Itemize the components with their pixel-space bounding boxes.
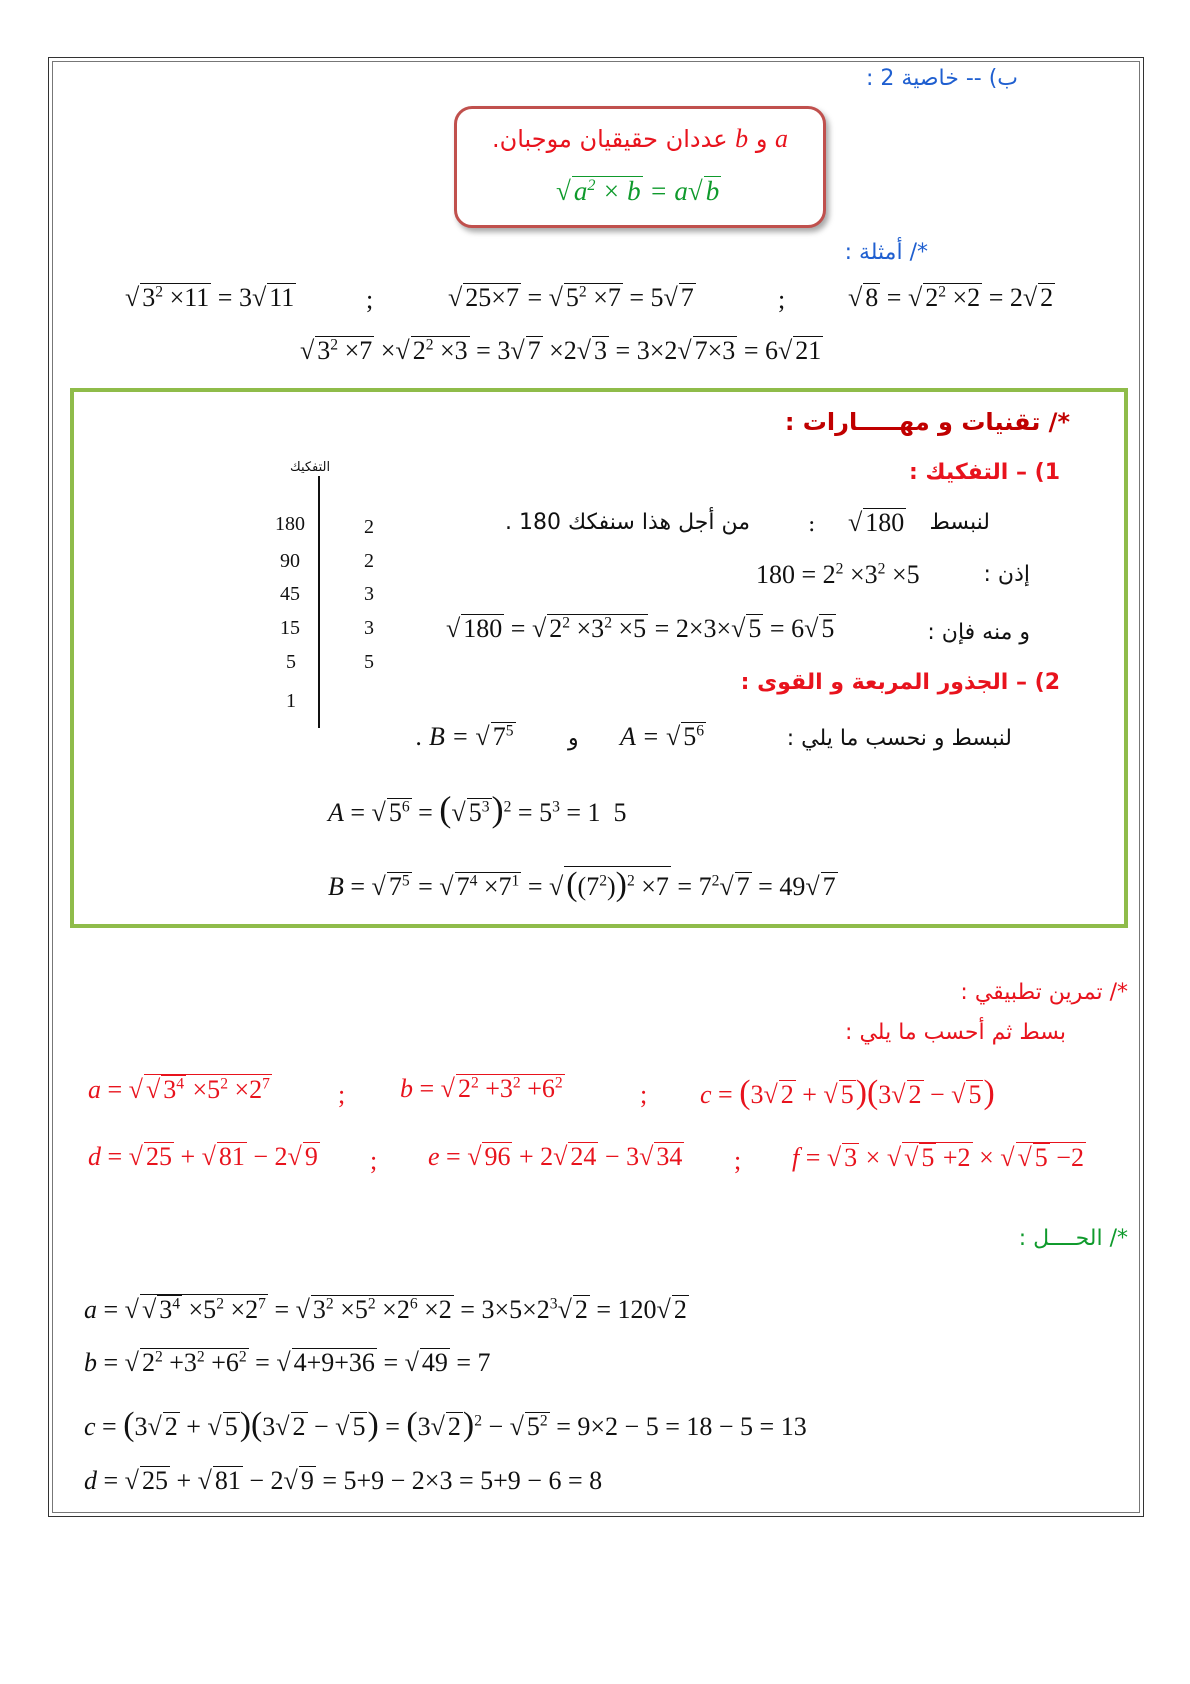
decomp-left-5: 1	[286, 690, 296, 712]
decomp-right-3: 3	[364, 617, 374, 639]
property-statement-line	[470, 124, 810, 154]
then-label: إذن :	[983, 562, 1030, 587]
solution-c: c = (3√ 2 + √ 5)(3√ 2 − √ 5) = (3√ 2)$^2$ − √ $5^2 = 9\times 2 - 5 = 18 - 5 = 13$	[84, 1406, 807, 1443]
decomp-right-2: 3	[364, 583, 374, 605]
solution-a: a = √ √ $3^4 \times 5^2 \times 2^7$ = √ $3^2 \times 5^2 \times 2^6 \times 2 = 3\times 5\times 2^3√$ 2 = 120√ 2	[84, 1295, 687, 1324]
example-3: √ 8 = √ $2^2 \times 2 = 2√$ 2	[848, 283, 1054, 312]
property-heading: ب) -- خاصية 2 :	[866, 66, 1018, 91]
solution-d: d = √ 25 + √ 81 − 2√ 9 = 5+9 − 2×3 = 5+9 − 6 = 8	[84, 1466, 603, 1495]
decomp-right-0: 2	[364, 516, 374, 538]
separator: ;	[338, 1080, 346, 1109]
solution-heading: */ الحــــل :	[1018, 1226, 1128, 1251]
var-b: b	[735, 124, 749, 153]
decomposition-label: التفكيك	[290, 460, 331, 475]
decomp-right-4: 5	[364, 651, 374, 673]
calc-a: A = √ $5^6$ = (√ $5^3)^2 = 5^3 = 1$ 5	[328, 789, 627, 829]
exercise-f: f = √ 3 × √ √ 5 +2 × √ √ 5 −2	[792, 1143, 1084, 1172]
and-word: و	[755, 125, 768, 153]
def-a: A = √ $5^6$	[620, 722, 705, 751]
separator: ;	[778, 285, 786, 314]
calc-b: B = √ $7^5$ = √ $7^4 \times 7^1 = √((7^2))^2 \times 7 = 7^2√$ 7 = 49√ 7	[328, 866, 836, 903]
hence-label: و منه فإن :	[927, 620, 1030, 645]
techniques-heading: */ تقنيات و مهـــــارات :	[784, 408, 1070, 436]
exercise-b: b = √ $2^2 +3^2 +6^2$	[400, 1074, 563, 1103]
decomp-left-1: 90	[280, 550, 300, 572]
def-b: . B = √ $7^5$	[416, 722, 514, 751]
decomposition-divider	[318, 476, 320, 728]
exercise-e: e = √ 96 + 2√ 24 − 3√ 34	[428, 1142, 683, 1171]
factorization-180: $180 = 2^2 \times 3^2 \times 5$	[756, 560, 920, 589]
exercise-d: d = √ 25 + √ 81 − 2√ 9	[88, 1142, 318, 1171]
property-statement: عددان حقيقيان موجبان.	[491, 125, 728, 153]
solution-b: b = √ $2^2 +3^2 +6^2$ = √ 4+9+36 = √ 49 = 7	[84, 1348, 491, 1377]
colon: :	[808, 512, 816, 537]
examples-heading: */ أمثلة :	[844, 240, 928, 265]
example-2: √ 25×7 = √ $5^2 \times 7 = 5√$ 7	[448, 283, 694, 312]
and-word: و	[568, 726, 579, 751]
result-180: √ 180 = √ $2^2 \times 3^2 \times 5 = 2\times 3\times√$ 5 = 6√ 5	[446, 614, 835, 643]
sqrt-180: √ 180	[848, 508, 905, 537]
decomposition-subheading: 1) – التفكيك :	[908, 460, 1060, 485]
var-a: a	[775, 124, 789, 153]
example-4: √ $3^2 \times 7$ ×√ $2^2 \times 3 = 3√$ 7 ×2√ 3 = 3×2√ 7×3 = 6√ 21	[300, 336, 822, 365]
simplify-text-1: لنبسط	[929, 510, 990, 535]
exercise-a: a = √ √ $3^4 \times 5^2 \times 2^7$	[88, 1075, 270, 1104]
decomp-left-2: 45	[280, 583, 300, 605]
decomp-left-0: 180	[275, 513, 305, 535]
exercise-heading: */ تمرين تطبيقي :	[960, 980, 1128, 1005]
decomp-right-1: 2	[364, 550, 374, 572]
separator: ;	[370, 1146, 378, 1175]
separator: ;	[734, 1146, 742, 1175]
separator: ;	[640, 1080, 648, 1109]
roots-powers-subheading: 2) – الجذور المربعة و القوى :	[740, 670, 1060, 695]
separator: ;	[366, 285, 374, 314]
example-1: √ $3^2 \times 11 = 3√$ 11	[125, 283, 295, 312]
decomp-left-4: 5	[286, 651, 296, 673]
exercise-instruction: بسط ثم أحسب ما يلي :	[845, 1020, 1066, 1045]
decomp-left-3: 15	[280, 617, 300, 639]
exercise-c: c = (3√ 2 + √ 5)(3√ 2 − √ 5)	[700, 1074, 995, 1111]
simplify-text-2: من أجل هذا سنفكك 180 .	[504, 510, 750, 535]
simplify-text-3: لنبسط و نحسب ما يلي :	[786, 726, 1012, 751]
property-formula: √ $a^2 \times b = a√$ b	[556, 176, 720, 206]
